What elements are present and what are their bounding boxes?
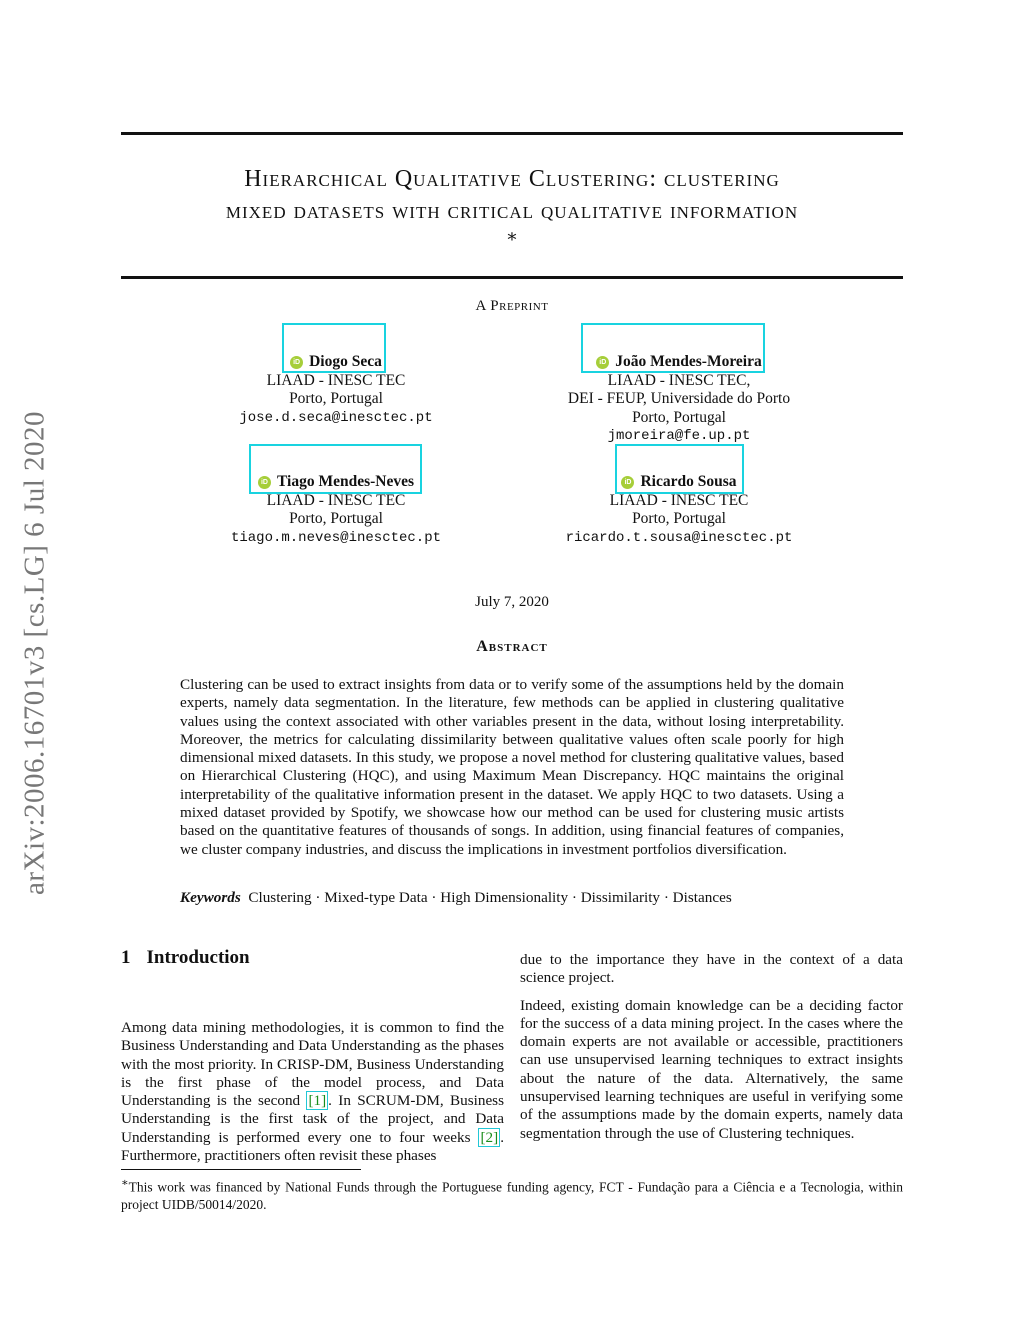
- author-email[interactable]: jose.d.seca@inesctec.pt: [239, 409, 433, 426]
- intro-left-column: [121, 1019, 504, 1174]
- keywords-label: Keywords: [180, 889, 241, 906]
- author-name: iD João Mendes-Moreira: [596, 353, 762, 372]
- paper-date: July 7, 2020: [475, 594, 549, 610]
- top-rule: [121, 132, 903, 135]
- bottom-title-rule: [121, 276, 903, 279]
- author-block-4: [520, 471, 838, 547]
- author-name: iD Tiago Mendes-Neves: [258, 473, 414, 492]
- author-block-1: [200, 351, 472, 427]
- author-email[interactable]: ricardo.t.sousa@inesctec.pt: [565, 529, 793, 546]
- author-location: Porto, Portugal: [289, 510, 383, 528]
- footnote-rule: [121, 1169, 361, 1170]
- footnote: [121, 1175, 903, 1213]
- author-affiliation: LIAAD - INESC TEC: [266, 491, 406, 509]
- intro-right-column: [520, 951, 903, 1152]
- orcid-icon[interactable]: iD: [290, 356, 303, 369]
- intro-paragraph-1: Among data mining methodologies, it is common to find the Business Understanding and Data Understanding as the phases with the most priority. In CRISP-DM, Business Understanding is the first phase of the model process, and Data Understanding is the second [1] . In SCRUM-DM, Business Understanding is the first task of the project, and Data Understanding is performed every one to four weeks [2] . Furthermore, practitioners often revisit these phases: [121, 1019, 505, 1165]
- arxiv-id: arXiv:2006.16701v3 [cs.LG] 6 Jul 2020: [18, 410, 51, 895]
- abstract-text: Clustering can be used to extract insights from data or to verify some of the assumptions held by the domain experts, namely data segmentation. In the literature, few methods can be applied in clustering qualitative values using the context associated with other variables present in the data, without losing interpretability. Moreover, the metrics for calculating dissimilarity between qualitative values often scale poorly for high dimensional mixed datasets. In this study, we propose a novel method for clustering qualitative values, based on Hierarchical Clustering (HQC), and using Maximum Mean Discrepancy. HQC maintains the original interpretability of the qualitative information present in the dataset. We apply HQC to two datasets. Using a mixed dataset provided by Spotify, we showcase how our method can be used for clustering music artists based on the quantitative features of thousands of songs. In addition, using financial features of companies, we cluster company industries, and discuss the implications in investment portfolios diversification.: [180, 676, 844, 858]
- orcid-icon[interactable]: iD: [258, 476, 271, 489]
- title-footnote-mark: ∗: [505, 226, 519, 246]
- intro-paragraph-2: due to the importance they have in the context of a data science project.: [520, 951, 903, 987]
- author-email[interactable]: tiago.m.neves@inesctec.pt: [230, 529, 442, 546]
- citation-link[interactable]: [1]: [308, 1092, 327, 1110]
- keywords-list: Clustering · Mixed-type Data · High Dimensionality · Dissimilarity · Distances: [248, 889, 732, 906]
- intro-paragraph-3: Indeed, existing domain knowledge can be a deciding factor for the success of a data mining project. In the cases where the domain experts are not available or accessible, practitioners can use unsupervised learning techniques to extract insights about the nature of the data. Alternatively, the same unsupervised learning techniques are useful in verifying some of the assumptions made by the domain experts, namely data segmentation through the use of Clustering techniques.: [520, 996, 903, 1142]
- author-block-2: [520, 351, 838, 446]
- paper-title: [121, 163, 903, 227]
- author-affiliation: LIAAD - INESC TEC,: [607, 371, 751, 389]
- preprint-label: A Preprint: [475, 298, 549, 314]
- author-email[interactable]: jmoreira@fe.up.pt: [607, 428, 751, 445]
- author-affiliation: LIAAD - INESC TEC: [266, 371, 406, 389]
- author-block-3: [200, 471, 472, 547]
- section-heading-introduction: [121, 947, 250, 969]
- orcid-icon[interactable]: iD: [621, 476, 634, 489]
- author-name: iD Diogo Seca: [290, 353, 382, 372]
- author-department: DEI - FEUP, Universidade do Porto: [567, 390, 791, 408]
- author-location: Porto, Portugal: [632, 510, 726, 528]
- keywords: [180, 889, 732, 907]
- footnote-text: This work was financed by National Funds through the Portuguese funding agency, FCT - Fundação para a Ciência e a Tecnologia, within project UIDB/50014/2020.: [121, 1179, 903, 1212]
- title-line-1: Hierarchical Qualitative Clustering: clustering: [244, 166, 780, 192]
- author-location: Porto, Portugal: [289, 390, 383, 408]
- abstract-heading: Abstract: [476, 638, 548, 655]
- author-affiliation: LIAAD - INESC TEC: [609, 491, 749, 509]
- citation-link[interactable]: [2]: [480, 1128, 499, 1146]
- orcid-icon[interactable]: iD: [596, 356, 609, 369]
- title-line-2: mixed datasets with critical qualitative information: [225, 198, 799, 224]
- author-name: iD Ricardo Sousa: [621, 473, 736, 492]
- section-title: Introduction: [146, 947, 250, 968]
- footnote-mark: ∗: [121, 1177, 129, 1189]
- section-number: 1: [121, 947, 131, 968]
- author-location: Porto, Portugal: [632, 408, 726, 426]
